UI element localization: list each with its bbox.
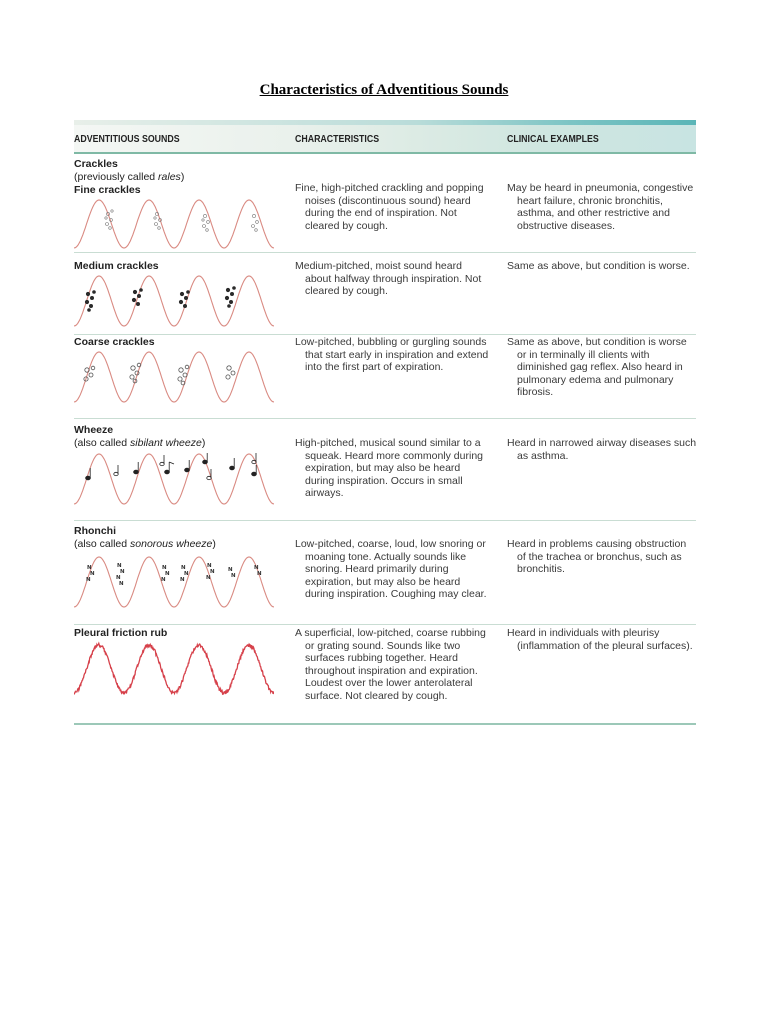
adventitious-sounds-table (74, 120, 696, 726)
header-adventitious-sounds: ADVENTITIOUS SOUNDS (74, 134, 180, 145)
table-bottom-rule (74, 723, 696, 725)
row-divider (74, 520, 696, 521)
svg-text:N: N (162, 565, 167, 571)
svg-text:N: N (206, 575, 211, 581)
characteristics-cell: Fine, high-pitched crackling and popping noises (discontinuous sound) heard during the end of inspiration. Not cleared by cough. (295, 182, 484, 232)
svg-text:N: N (180, 577, 185, 583)
pleural-friction-rub-waveform-icon (74, 639, 274, 701)
group-note: (previously called rales) (74, 171, 185, 183)
svg-text:N: N (119, 581, 124, 587)
svg-text:N: N (165, 571, 170, 577)
clinical-examples-cell: Same as above, but condition is worse or in terminally ill clients with diminished gag reflex. Also heard in pulmonary edema and pulmonary fibrosis. (507, 336, 687, 399)
clinical-examples-cell: Heard in individuals with pleurisy (inflammation of the pleural surfaces). (507, 627, 693, 652)
row-divider (74, 334, 696, 335)
characteristics-cell: High-pitched, musical sound similar to a squeak. Heard more commonly during expiration, but may also be heard during inspiration. Occurs in small airways. (295, 437, 483, 500)
svg-text:N: N (120, 569, 125, 575)
row-divider (74, 252, 696, 253)
sound-name: Coarse crackles (74, 336, 155, 348)
svg-text:N: N (117, 563, 122, 569)
fine-crackles-waveform-icon (74, 196, 274, 254)
characteristics-cell: Low-pitched, coarse, loud, low snoring or moaning tone. Actually sounds like snoring. Heard primarily during expiration, but may also be heard during inspiration. Coughing may clear. (295, 538, 487, 601)
row-divider (74, 624, 696, 625)
row-divider (74, 418, 696, 419)
characteristics-cell: Medium-pitched, moist sound heard about halfway through inspiration. Not cleared by cough. (295, 260, 482, 298)
svg-text:N: N (207, 563, 212, 569)
svg-text:N: N (86, 577, 91, 583)
characteristics-cell: Low-pitched, bubbling or gurgling sounds that start early in inspiration and extend into the first part of expiration. (295, 336, 489, 374)
clinical-examples-cell: Heard in problems causing obstruction of the trachea or bronchus, such as bronchitis. (507, 538, 687, 576)
svg-text:N: N (228, 567, 233, 573)
rhonchi-waveform-icon (74, 553, 274, 613)
header-rule (74, 152, 696, 154)
sound-name: Fine crackles (74, 184, 141, 196)
medium-crackles-waveform-icon (74, 272, 274, 332)
svg-text:N: N (161, 577, 166, 583)
header-clinical-examples: CLINICAL EXAMPLES (507, 134, 599, 145)
sound-name: Pleural friction rub (74, 627, 168, 639)
sound-name: Wheeze (74, 424, 114, 436)
clinical-examples-cell: May be heard in pneumonia, congestive heart failure, chronic bronchitis, asthma, and other restrictive and obstructive diseases. (507, 182, 694, 232)
wheeze-waveform-icon (74, 450, 274, 510)
sound-name: Rhonchi (74, 525, 116, 537)
svg-text:N: N (254, 565, 259, 571)
page-title: Characteristics of Adventitious Sounds (259, 82, 509, 98)
svg-text:N: N (90, 571, 95, 577)
svg-text:N: N (231, 573, 236, 579)
header-stripe (74, 120, 696, 125)
sound-name-cell (74, 424, 274, 450)
header-characteristics: CHARACTERISTICS (295, 134, 380, 145)
svg-text:N: N (87, 565, 92, 571)
clinical-examples-cell: Same as above, but condition is worse. (507, 260, 690, 272)
sound-name-note: (also called sonorous wheeze) (74, 538, 216, 550)
svg-text:N: N (116, 575, 121, 581)
svg-text:N: N (184, 571, 189, 577)
characteristics-cell: A superficial, low-pitched, coarse rubbing or grating sound. Sounds like two surfaces rubbing together. Heard throughout inspiration and expiration. Loudest over the lower anterolateral surface. Not cleared by cough. (295, 627, 486, 702)
clinical-examples-cell: Heard in narrowed airway diseases such as asthma. (507, 437, 697, 462)
svg-text:N: N (181, 565, 186, 571)
coarse-crackles-waveform-icon (74, 348, 274, 408)
group-title: Crackles (74, 158, 118, 170)
sound-name-cell (74, 158, 274, 197)
sound-name-cell (74, 525, 274, 551)
svg-text:N: N (257, 571, 262, 577)
sound-name-note: (also called sibilant wheeze) (74, 437, 206, 449)
sound-name: Medium crackles (74, 260, 159, 272)
svg-text:N: N (210, 569, 215, 575)
